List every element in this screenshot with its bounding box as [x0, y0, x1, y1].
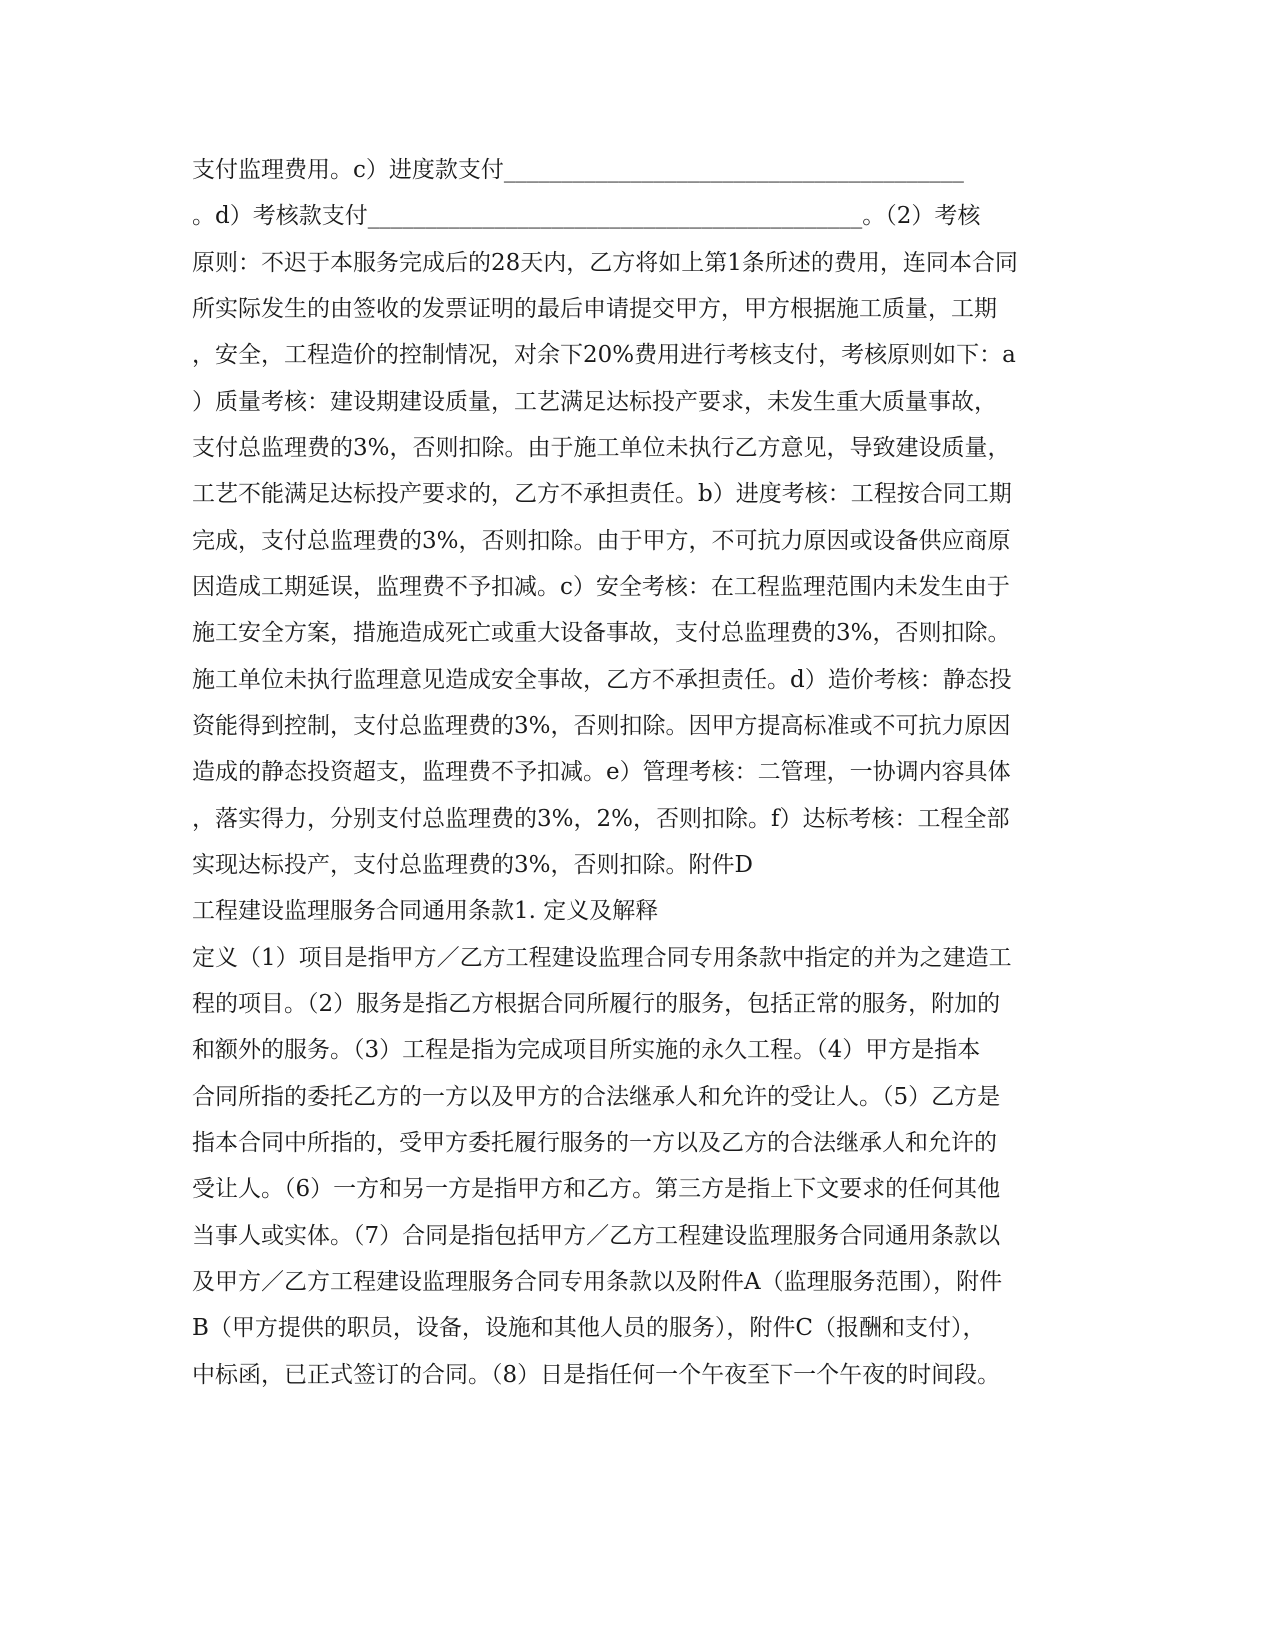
text-line: 和额外的服务。（3）工程是指为完成项目所实施的永久工程。（4）甲方是指本 — [192, 1037, 981, 1063]
text-line: 完成，支付总监理费的3%，否则扣除。由于甲方，不可抗力原因或设备供应商原 — [192, 528, 1011, 554]
text-line: ）质量考核：建设期建设质量，工艺满足达标投产要求，未发生重大质量事故， — [192, 389, 997, 415]
text-line: 及甲方／乙方工程建设监理服务合同专用条款以及附件A（监理服务范围），附件 — [192, 1269, 1003, 1295]
text-line: 当事人或实体。（7）合同是指包括甲方／乙方工程建设监理服务合同通用条款以 — [192, 1223, 1001, 1249]
text-line: 定义（1）项目是指甲方／乙方工程建设监理合同专用条款中指定的并为之建造工 — [192, 945, 1012, 971]
text-line: 因造成工期延误，监理费不予扣减。c）安全考核：在工程监理范围内未发生由于 — [192, 574, 1010, 600]
text-line: B（甲方提供的职员，设备，设施和其他人员的服务），附件C（报酬和支付）， — [192, 1315, 986, 1341]
text-line: 受让人。（6）一方和另一方是指甲方和乙方。第三方是指上下文要求的任何其他 — [192, 1176, 1001, 1202]
text-line: 。d）考核款支付___________________________________________。（2）考核 — [192, 203, 981, 229]
text-line: ，落实得力，分别支付总监理费的3%，2%，否则扣除。f）达标考核：工程全部 — [192, 806, 1010, 832]
text-line: 实现达标投产，支付总监理费的3%，否则扣除。附件D — [192, 852, 753, 878]
text-line: 指本合同中所指的，受甲方委托履行服务的一方以及乙方的合法继承人和允许的 — [192, 1130, 997, 1156]
text-line: ，安全，工程造价的控制情况，对余下20%费用进行考核支付，考核原则如下：a — [192, 342, 1016, 368]
text-line: 合同所指的委托乙方的一方以及甲方的合法继承人和允许的受让人。（5）乙方是 — [192, 1084, 1001, 1110]
text-line: 所实际发生的由签收的发票证明的最后申请提交甲方，甲方根据施工质量，工期 — [192, 296, 997, 322]
text-line: 施工安全方案，措施造成死亡或重大设备事故，支付总监理费的3%，否则扣除。 — [192, 620, 1011, 646]
text-line: 工艺不能满足达标投产要求的，乙方不承担责任。b）进度考核：工程按合同工期 — [192, 481, 1012, 507]
text-line: 造成的静态投资超支，监理费不予扣减。e）管理考核：二管理，一协调内容具体 — [192, 759, 1011, 785]
text-line: 原则：不迟于本服务完成后的28天内，乙方将如上第1条所述的费用，连同本合同 — [192, 250, 1018, 276]
text-line: 中标函，已正式签订的合同。（8）日是指任何一个午夜至下一个午夜的时间段。 — [192, 1362, 1001, 1388]
text-line: 支付监理费用。c）进度款支付________________________________________ — [192, 157, 964, 183]
text-line: 支付总监理费的3%，否则扣除。由于施工单位未执行乙方意见，导致建设质量， — [192, 435, 1011, 461]
text-line: 程的项目。（2）服务是指乙方根据合同所履行的服务，包括正常的服务，附加的 — [192, 991, 1001, 1017]
text-line: 资能得到控制，支付总监理费的3%，否则扣除。因甲方提高标准或不可抗力原因 — [192, 713, 1011, 739]
section-heading: 工程建设监理服务合同通用条款1. 定义及解释 — [192, 898, 659, 924]
text-line: 施工单位未执行监理意见造成安全事故，乙方不承担责任。d）造价考核：静态投 — [192, 667, 1012, 693]
